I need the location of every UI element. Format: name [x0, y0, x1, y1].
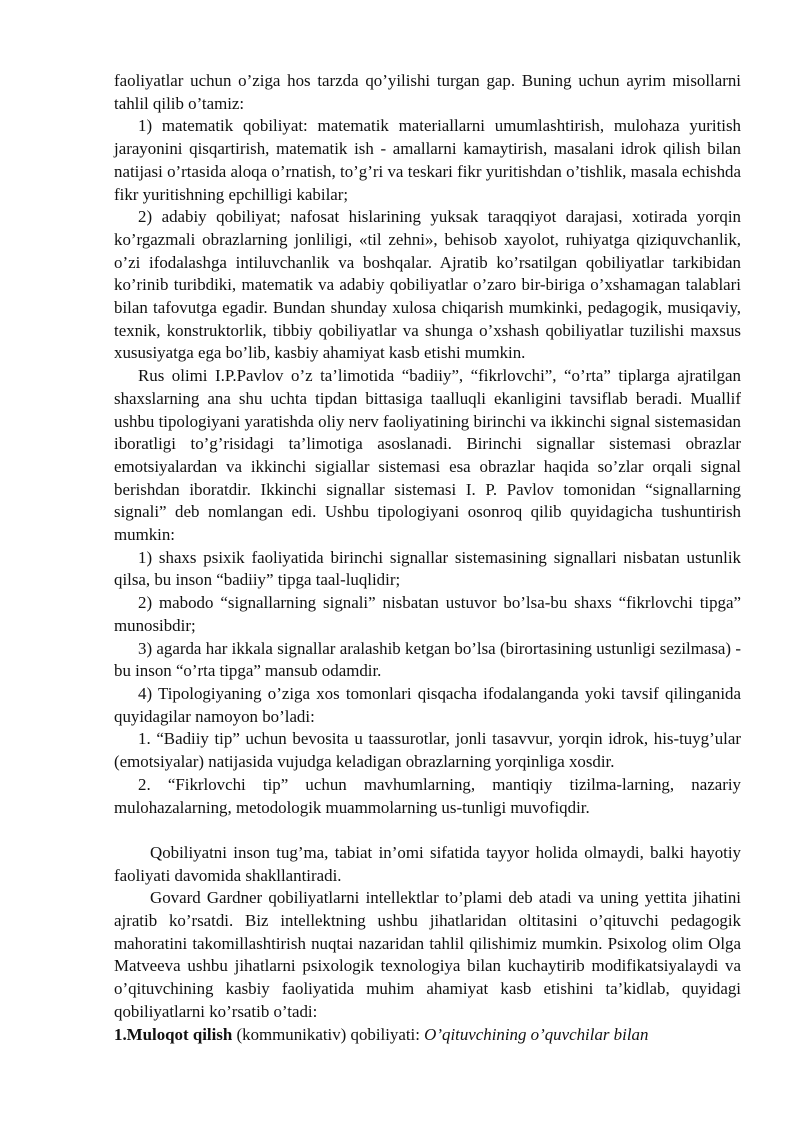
paragraph-list-1: 1) shaxs psixik faoliyatida birinchi signallar sistemasining signallari nisbatan ustunlik qilsa, bu inson “badiiy” tipga taal-luqlidir;: [114, 547, 741, 590]
paragraph-innate-ability: Qobiliyatni inson tug’ma, tabiat in’omi sifatida tayyor holida olmaydi, balki hayotiy faoliyati davomida shakllantiradi.: [114, 842, 741, 885]
paragraph-artistic-type: 1. “Badiiy tip” uchun bevosita u taassurotlar, jonli tasavvur, yorqin idrok, his-tuyg’ular (emotsiyalar) natijasida vujudga keladigan obrazlarning yorqinliga xosdir.: [114, 729, 741, 772]
paragraph-math-ability: 1) matematik qobiliyat: matematik materiallarni umumlashtirish, mulohaza yuritish jarayonini qisqartirish, matematik ish - amallarni kamaytirish, masalani idrok qilish bilan natijasi o’rtasida aloqa o’rnatish, to’g’ri va teskari fikr yuritishdan o’tishlik, masala echishda fikr yuritishning epchilligi kabilar;: [114, 116, 741, 204]
paragraph-list-3: 3) agarda har ikkala signallar aralashib ketgan bo’lsa (birortasining ustunligi sezilmasa) - bu inson “o’rta tipga” mansub odamdir.: [114, 638, 741, 681]
paragraph-pavlov: Rus olimi I.P.Pavlov o’z ta’limotida “badiiy”, “fikrlovchi”, “o’rta” tiplarga ajratilgan shaxslarning ana shu uchta tipdan bittasiga taalluqli ekanligini tavsiflab beradi. Muallif ushbu tipologiyani yaratishda oliy nerv faoliyatining birinchi va ikkinchi signal sistemasidan iboratligi to’g’risidagi ta’limotiga asoslanadi. Birinchi signallar sistemasi obrazlar emotsiyalardan va ikkinchi sigiallar sistemasi esa obrazlar haqida so’zlar orqali signal berishdan iboratdir. Ikkinchi signallar sistemasi I. P. Pavlov tomonidan “signallarning signali” deb nomlangan edi. Ushbu tipologiyani osonroq qilib quyidagicha tushuntirish mumkin:: [114, 366, 741, 545]
paragraph-list-4: 4) Tipologiyaning o’ziga xos tomonlari qisqacha ifodalanganda yoki tavsif qilinganida quyidagilar namoyon bo’ladi:: [114, 683, 741, 726]
communication-subtitle: (kommunikativ) qobiliyati:: [232, 1024, 425, 1044]
communication-heading: 1.Muloqot qilish: [114, 1024, 233, 1044]
paragraph-literary-ability: 2) adabiy qobiliyat; nafosat hislarining yuksak taraqqiyot darajasi, xotirada yorqin ko’rgazmali obrazlarning jonliligi, «til zehni», behisob xayolot, ruhiyatga qiziquvchanlik, o’zi ifodalashga intiluvchanlik va boshqalar. Ajratib ko’rsatilgan qobiliyatlar tarkibidan ko’rinib turibdiki, matematik va adabiy qobiliyatlar o’zaro bir-biriga o’xshamagan talablari bilan tafovutga egadir. Bundan shunday xulosa chiqarish mumkinki, pedagogik, musiqaviy, texnik, konstruktorlik, tibbiy qobiliyatlar va shunga o’xshash qobiliyatlar tuzilishi maxsus xususiyatga ega bo’lib, kasbiy ahamiyat kasb etishi mumkin.: [114, 207, 741, 363]
paragraph-thinking-type: 2. “Fikrlovchi tip” uchun mavhumlarning, mantiqiy tizilma-larning, nazariy mulohazalarning, metodologik muammolarning us-tunligi muvofiqdir.: [114, 774, 741, 817]
communication-description: O’qituvchining o’quvchilar bilan: [424, 1024, 649, 1044]
paragraph-communication-ability: [114, 1024, 741, 1047]
paragraph-list-2: 2) mabodo “signallarning signali” nisbatan ustuvor bo’lsa-bu shaxs “fikrlovchi tipga” munosibdir;: [114, 593, 741, 635]
paragraph-1: faoliyatlar uchun o’ziga hos tarzda qo’yilishi turgan gap. Buning uchun ayrim misollarni tahlil qilib o’tamiz:: [114, 71, 741, 113]
document-page: [114, 70, 741, 1046]
paragraph-gardner: Govard Gardner qobiliyatlarni intellektlar to’plami deb atadi va uning yettita jihatini ajratib ko’rsatdi. Biz intellektning ushbu jihatlaridan oltitasini o’qituvchi pedagogik mahoratini takomillashtirish nuqtai nazaridan tahlil qilishimiz mumkin. Psixolog olim Olga Matveeva ushbu jihatlarni psixologik texnologiya bilan kuchaytirib modifikatsiyalaydi va o’qituvchining kasbiy faoliyatida muhim ahamiyat kasb etishini ta’kidlab, quyidagi qobiliyatlarni ko’rsatib o’tadi:: [114, 888, 741, 1021]
blank-line: [114, 819, 741, 842]
